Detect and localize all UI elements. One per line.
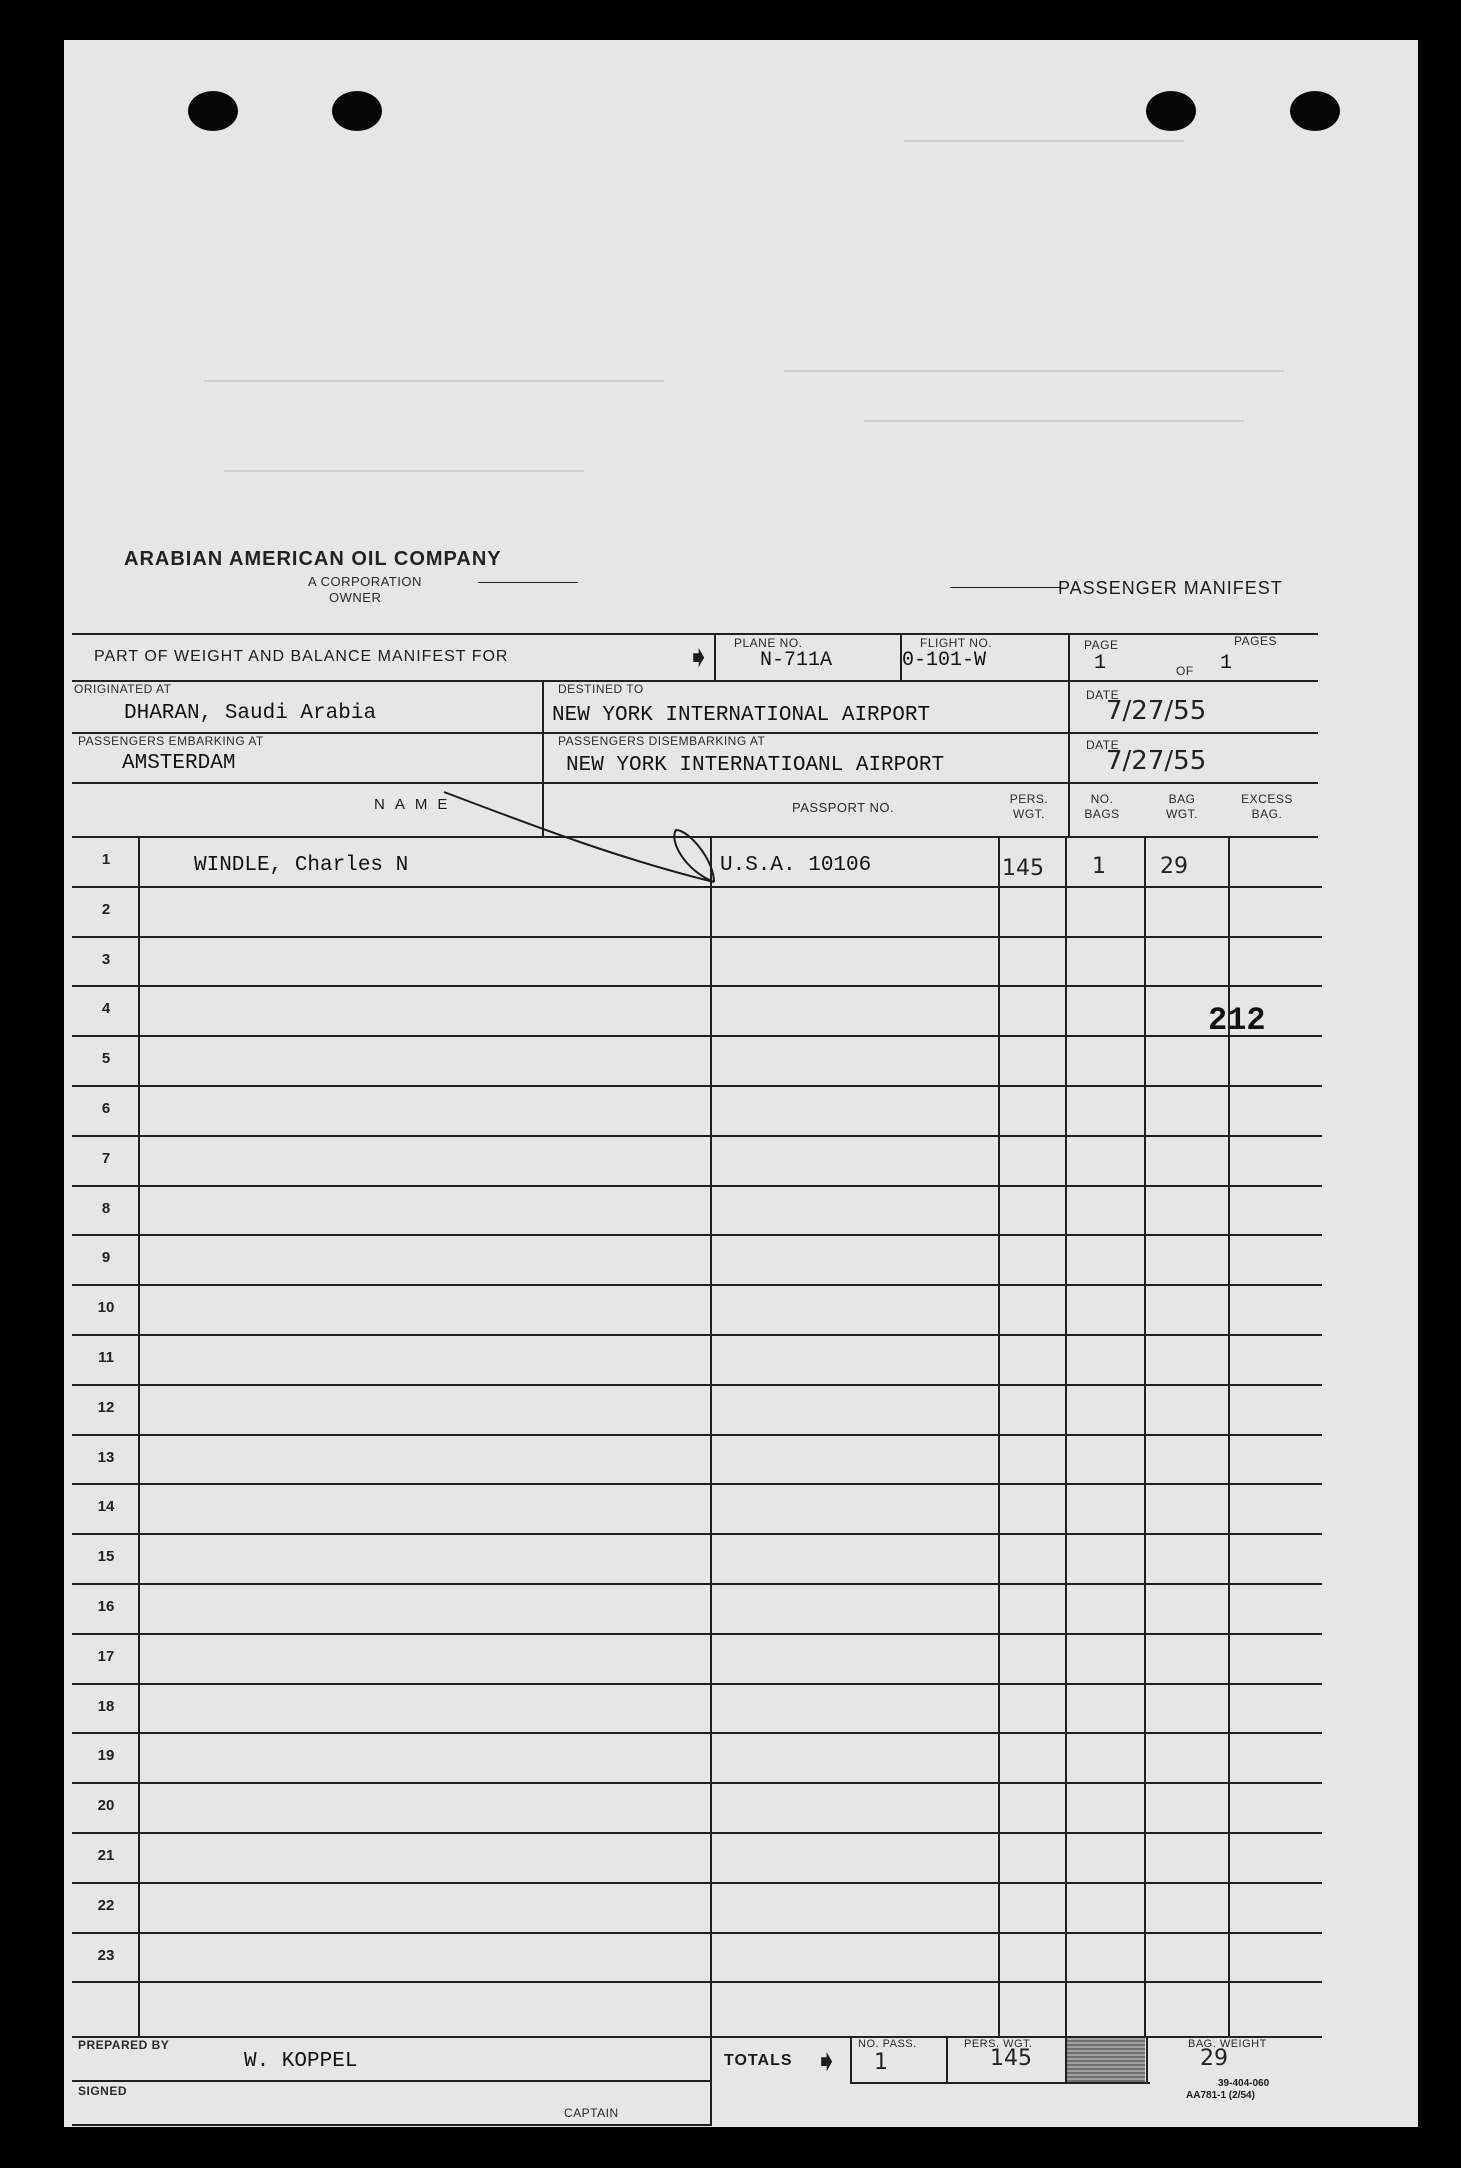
disembarking-value: NEW YORK INTERNATIOANL AIRPORT: [566, 754, 945, 777]
footer-divider: [850, 2036, 852, 2084]
embarking-value: AMSTERDAM: [122, 752, 236, 775]
flight-no-value: 0-101-W: [902, 649, 987, 672]
stamped-number: 212: [1208, 1002, 1266, 1039]
row-number: 12: [97, 1399, 115, 1416]
column-header-bag-wgt: BAG WGT.: [1166, 792, 1198, 821]
footer-divider: [710, 2036, 712, 2126]
originated-label: ORIGINATED AT: [74, 682, 172, 696]
row-number: 2: [101, 901, 111, 918]
destined-value: NEW YORK INTERNATIONAL AIRPORT: [552, 704, 931, 727]
total-pages-value: 1: [1220, 652, 1233, 675]
corporation-label: A CORPORATION: [308, 574, 422, 589]
row-number: 8: [101, 1200, 111, 1217]
totals-label: TOTALS: [724, 2052, 793, 2069]
table-row-line: [72, 1483, 1322, 1485]
table-row-line: [72, 1334, 1322, 1336]
form-code: AA781-1 (2/54): [1186, 2090, 1255, 2101]
form-number: 39-404-060: [1218, 2078, 1270, 2089]
plane-no-value: N-711A: [760, 649, 833, 672]
row-number: 11: [98, 1349, 114, 1366]
arrow-icon: ➧: [686, 641, 712, 674]
row-number: 13: [97, 1449, 115, 1466]
row-number: 1: [101, 851, 111, 868]
row-number: 21: [97, 1847, 115, 1864]
no-pass-label: NO. PASS.: [858, 2038, 917, 2050]
bag-weight-value: 29: [1160, 854, 1188, 879]
bag-weight-total-label: BAG. WEIGHT: [1188, 2038, 1267, 2050]
shaded-total-cell: [1067, 2038, 1145, 2082]
table-row-line: [72, 1384, 1322, 1386]
row-number: 3: [101, 951, 111, 968]
row-number: 23: [97, 1947, 115, 1964]
signed-label: SIGNED: [78, 2084, 128, 2098]
table-row-line: [72, 1683, 1322, 1685]
footer-line: [72, 2080, 712, 2082]
row-number: 18: [97, 1698, 115, 1715]
footer-divider: [1146, 2036, 1148, 2084]
table-row-line: [72, 1284, 1322, 1286]
prepared-by-label: PREPARED BY: [78, 2038, 170, 2052]
disembarking-label: PASSENGERS DISEMBARKING AT: [558, 734, 766, 748]
column-header-name: NAME: [374, 796, 458, 813]
table-row-line: [72, 1533, 1322, 1535]
table-row-line: [72, 1583, 1322, 1585]
table-row-line: [72, 1782, 1322, 1784]
originated-value: DHARAN, Saudi Arabia: [124, 702, 377, 725]
manifest-title: PASSENGER MANIFEST: [1058, 578, 1283, 598]
captain-label: CAPTAIN: [564, 2106, 619, 2120]
passenger-name: WINDLE, Charles N: [194, 854, 409, 877]
row-number: 22: [97, 1897, 115, 1914]
table-row-line: [72, 1932, 1322, 1934]
table-row-line: [72, 1832, 1322, 1834]
passport-number: U.S.A. 10106: [720, 854, 872, 877]
prepared-by-value: W. KOPPEL: [244, 2050, 358, 2073]
row-number: 14: [97, 1498, 115, 1515]
column-header-pers-wgt: PERS. WGT.: [1009, 792, 1049, 821]
row-number: 19: [97, 1747, 115, 1764]
row-number: 9: [101, 1249, 111, 1266]
date-label-1: DATE: [1086, 688, 1120, 702]
table-row-line: [72, 1434, 1322, 1436]
pers-weight-value: 145: [1002, 856, 1044, 881]
row-number: 17: [97, 1648, 115, 1665]
date-value-2: 7/27/55: [1106, 746, 1207, 776]
pen-stroke: [64, 40, 1418, 1240]
no-pass-value: 1: [874, 2050, 888, 2075]
plane-no-label: PLANE NO.: [734, 636, 803, 650]
date-value-1: 7/27/55: [1106, 696, 1207, 726]
destined-label: DESTINED TO: [558, 682, 644, 696]
footer-line: [72, 2124, 712, 2126]
row-number: 20: [97, 1797, 115, 1814]
footer-totals-bottom: [850, 2082, 1150, 2084]
pers-wgt-total-value: 145: [990, 2046, 1032, 2071]
row-number: 5: [101, 1050, 111, 1067]
manifest-page: [64, 40, 1418, 2127]
pers-wgt-total-label: PERS. WGT.: [964, 2038, 1033, 2050]
page-value: 1: [1094, 652, 1107, 675]
table-row-line: [72, 1633, 1322, 1635]
page-label: PAGE: [1084, 638, 1119, 652]
totals-arrow-icon: ➧: [814, 2045, 840, 2078]
column-header-no-bags: NO. BAGS: [1084, 792, 1120, 821]
company-name: ARABIAN AMERICAN OIL COMPANY: [124, 548, 502, 570]
bag-weight-total-value: 29: [1200, 2046, 1228, 2071]
date-label-2: DATE: [1086, 738, 1120, 752]
row-number: 10: [97, 1299, 115, 1316]
column-header-excess-bag: EXCESS BAG.: [1241, 792, 1293, 821]
owner-label: OWNER: [329, 590, 382, 605]
pages-label: PAGES: [1234, 634, 1277, 648]
no-bags-value: 1: [1092, 854, 1106, 879]
flight-no-label: FLIGHT NO.: [920, 636, 993, 650]
row-number: 15: [97, 1548, 115, 1565]
table-row-line: [72, 1732, 1322, 1734]
column-header-passport: PASSPORT NO.: [792, 800, 895, 815]
row-number: 7: [101, 1150, 111, 1167]
row-number: 6: [101, 1100, 111, 1117]
footer-divider: [946, 2036, 948, 2084]
table-row-line: [72, 1981, 1322, 1983]
row-number: 4: [101, 1000, 111, 1017]
row-number: 16: [97, 1598, 115, 1615]
of-label: OF: [1176, 664, 1194, 678]
embarking-label: PASSENGERS EMBARKING AT: [78, 734, 264, 748]
part-of-label: PART OF WEIGHT AND BALANCE MANIFEST FOR: [94, 648, 509, 665]
table-row-line: [72, 1882, 1322, 1884]
